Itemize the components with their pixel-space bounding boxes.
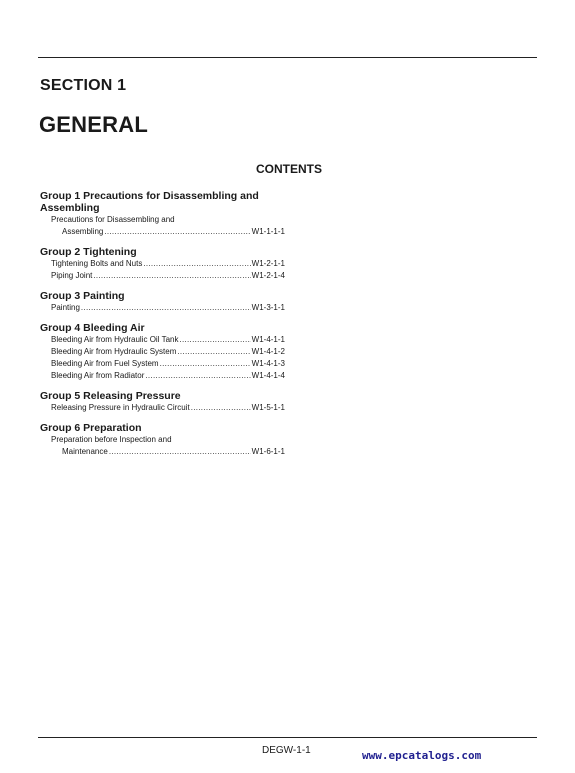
toc-entry[interactable] (40, 270, 285, 282)
toc-entry-page: W1-1-1-1 (251, 227, 285, 236)
dot-leader (179, 334, 250, 346)
dot-leader (93, 270, 250, 282)
toc-entry-text: Precautions for Disassembling and (51, 215, 175, 224)
toc-entry-page: W1-5-1-1 (251, 403, 285, 412)
group-title: Group 6 Preparation (40, 422, 142, 434)
toc-entry-label: Bleeding Air from Radiator (51, 371, 145, 380)
toc-group-3 (40, 290, 285, 314)
toc-entry[interactable] (40, 402, 285, 414)
toc-entry-label: Bleeding Air from Hydraulic Oil Tank (51, 335, 179, 344)
bottom-rule (38, 737, 537, 738)
toc-group-4 (40, 322, 285, 382)
toc-entry-label: Tightening Bolts and Nuts (51, 259, 143, 268)
watermark: www.epcatalogs.com (362, 749, 482, 762)
top-rule (38, 57, 537, 58)
group-title: Group 4 Bleeding Air (40, 322, 145, 334)
toc-entry-page: W1-3-1-1 (251, 303, 285, 312)
toc-entry[interactable] (40, 334, 285, 346)
group-title-continued: Assembling (40, 202, 100, 214)
toc-entry-page: W1-4-1-3 (251, 359, 285, 368)
toc-entry-page: W1-6-1-1 (251, 447, 285, 456)
dot-leader (143, 258, 250, 270)
dot-leader (81, 302, 251, 314)
section-title: GENERAL (39, 112, 148, 137)
toc-group-2 (40, 246, 285, 282)
toc-entry[interactable] (40, 302, 285, 314)
table-of-contents (40, 190, 285, 466)
dot-leader (104, 226, 250, 238)
toc-entry[interactable] (40, 258, 285, 270)
toc-entry-page: W1-4-1-2 (251, 347, 285, 356)
toc-group-6 (40, 422, 285, 458)
toc-group-5 (40, 390, 285, 414)
toc-entry-label: Releasing Pressure in Hydraulic Circuit (51, 403, 190, 412)
toc-entry-label: Painting (51, 303, 80, 312)
toc-entry-page: W1-2-1-4 (251, 271, 285, 280)
toc-entry[interactable] (40, 346, 285, 358)
group-title: Group 5 Releasing Pressure (40, 390, 181, 402)
toc-entry-page: W1-4-1-1 (251, 335, 285, 344)
toc-entry-label: Maintenance (62, 447, 108, 456)
toc-entry-label: Assembling (62, 227, 104, 236)
toc-group-1 (40, 190, 285, 238)
toc-entry[interactable] (40, 358, 285, 370)
contents-heading: CONTENTS (256, 162, 322, 176)
toc-entry[interactable] (40, 446, 285, 458)
toc-entry-page: W1-4-1-4 (251, 371, 285, 380)
toc-entry-label: Bleeding Air from Fuel System (51, 359, 159, 368)
page-code: DEGW-1-1 (262, 745, 311, 756)
group-title: Group 1 Precautions for Disassembling and (40, 190, 259, 202)
section-label: SECTION 1 (40, 77, 127, 94)
toc-entry-text: Preparation before Inspection and (51, 435, 172, 444)
toc-entry[interactable] (40, 370, 285, 382)
group-title: Group 3 Painting (40, 290, 125, 302)
toc-entry-page: W1-2-1-1 (251, 259, 285, 268)
toc-entry[interactable] (40, 226, 285, 238)
dot-leader (177, 346, 250, 358)
toc-entry-label: Bleeding Air from Hydraulic System (51, 347, 177, 356)
dot-leader (145, 370, 250, 382)
dot-leader (109, 446, 251, 458)
dot-leader (191, 402, 251, 414)
dot-leader (160, 358, 251, 370)
group-title: Group 2 Tightening (40, 246, 137, 258)
toc-entry-label: Piping Joint (51, 271, 93, 280)
